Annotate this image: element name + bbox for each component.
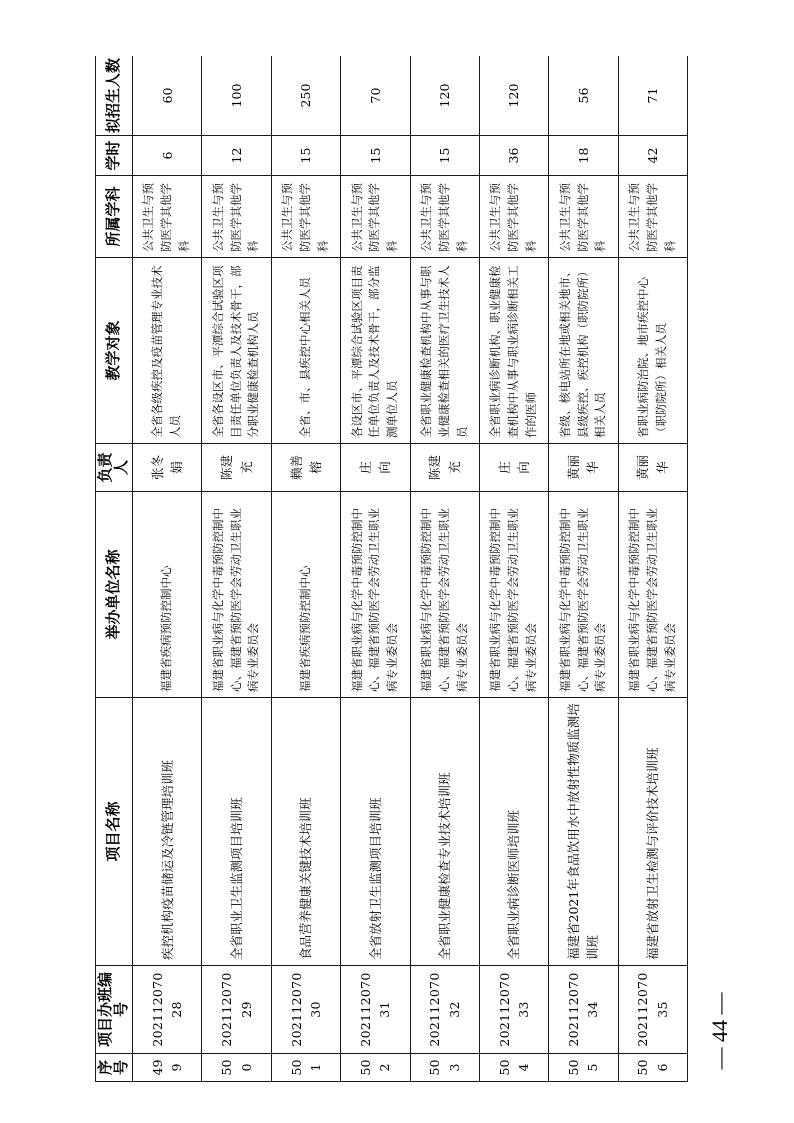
- cell-code: 20211207031: [341, 966, 410, 1054]
- header-code: 项目办班编号: [96, 966, 133, 1054]
- table-row: [202, 56, 271, 1082]
- cell-target: 全省各级疾控及疫苗管理专业技术人员: [133, 258, 202, 444]
- cell-name: 疾控机构疫苗储运及冷链管理培训班: [133, 698, 202, 966]
- table-row: [479, 56, 548, 1082]
- cell-resp: 黄丽华: [549, 444, 618, 492]
- cell-target: 各设区市、平潭综合试验区项目责任单位负责人及技术骨干，部分监测单位人员: [341, 258, 410, 444]
- table-row: [271, 56, 340, 1082]
- cell-subject: 公共卫生与预防医学其他学科: [410, 176, 479, 258]
- cell-seq: 504: [479, 1054, 548, 1082]
- cell-count: 250: [271, 56, 340, 136]
- cell-hours: 18: [549, 136, 618, 176]
- project-table: [95, 56, 688, 1082]
- cell-subject: 公共卫生与预防医学其他学科: [202, 176, 271, 258]
- cell-code: 20211207033: [479, 966, 548, 1054]
- cell-org: 福建省职业病与化学中毒预防控制中心、福建省预防医学会劳动卫生职业病专业委员会: [410, 492, 479, 698]
- cell-code: 20211207032: [410, 966, 479, 1054]
- cell-name: 食品营养健康关键技术培训班: [271, 698, 340, 966]
- cell-name: 全省职业病诊断医师培训班: [479, 698, 548, 966]
- cell-subject: 公共卫生与预防医学其他学科: [133, 176, 202, 258]
- cell-resp: 赖善榕: [271, 444, 340, 492]
- table-viewport: [95, 56, 688, 1082]
- cell-count: 60: [133, 56, 202, 136]
- cell-name: 福建省放射卫生检测与评价技术培训班: [618, 698, 687, 966]
- cell-subject: 公共卫生与预防医学其他学科: [549, 176, 618, 258]
- cell-code: 20211207030: [271, 966, 340, 1054]
- cell-count: 70: [341, 56, 410, 136]
- cell-code: 20211207029: [202, 966, 271, 1054]
- header-hours: 学时: [96, 136, 133, 176]
- header-seq: 序号: [96, 1054, 133, 1082]
- cell-name: 全省职业卫生监测项目培训班: [202, 698, 271, 966]
- cell-org: 福建省疾病预防控制中心: [133, 492, 202, 698]
- cell-target: 省级、核电站所在地或相关地市、县级疾控、疾控机构（职防院所）相关人员: [549, 258, 618, 444]
- cell-name: 全省放射卫生监测项目培训班: [341, 698, 410, 966]
- cell-hours: 6: [133, 136, 202, 176]
- table-row: [618, 56, 687, 1082]
- cell-resp: 庄 向: [479, 444, 548, 492]
- cell-count: 56: [549, 56, 618, 136]
- cell-seq: 506: [618, 1054, 687, 1082]
- header-resp: 负责人: [96, 444, 133, 492]
- cell-org: 福建省职业病与化学中毒预防控制中心、福建省预防医学会劳动卫生职业病专业委员会: [202, 492, 271, 698]
- cell-code: 20211207028: [133, 966, 202, 1054]
- cell-subject: 公共卫生与预防医学其他学科: [271, 176, 340, 258]
- cell-code: 20211207034: [549, 966, 618, 1054]
- cell-hours: 42: [618, 136, 687, 176]
- cell-resp: 陈建充: [202, 444, 271, 492]
- cell-org: 福建省职业病与化学中毒预防控制中心、福建省预防医学会劳动卫生职业病专业委员会: [618, 492, 687, 698]
- cell-seq: 499: [133, 1054, 202, 1082]
- cell-resp: 庄 向: [341, 444, 410, 492]
- header-org: 举办单位名称: [96, 492, 133, 698]
- cell-resp: 张冬娟: [133, 444, 202, 492]
- cell-hours: 36: [479, 136, 548, 176]
- cell-seq: 503: [410, 1054, 479, 1082]
- header-count: 拟招生人数: [96, 56, 133, 136]
- cell-subject: 公共卫生与预防医学其他学科: [479, 176, 548, 258]
- header-subject: 所属学科: [96, 176, 133, 258]
- cell-hours: 12: [202, 136, 271, 176]
- cell-subject: 公共卫生与预防医学其他学科: [341, 176, 410, 258]
- cell-org: 福建省职业病与化学中毒预防控制中心、福建省预防医学会劳动卫生职业病专业委员会: [341, 492, 410, 698]
- table-row: [549, 56, 618, 1082]
- cell-name: 福建省2021年食品饮用水中放射性物质监测培训班: [549, 698, 618, 966]
- cell-org: 福建省职业病与化学中毒预防控制中心、福建省预防医学会劳动卫生职业病专业委员会: [479, 492, 548, 698]
- rotated-sheet: [95, 56, 688, 1082]
- table-header-row: [96, 56, 133, 1082]
- cell-org: 福建省职业病与化学中毒预防控制中心、福建省预防医学会劳动卫生职业病专业委员会: [549, 492, 618, 698]
- page-number-text: — 44 —: [707, 992, 732, 1070]
- cell-count: 120: [479, 56, 548, 136]
- cell-resp: 黄丽华: [618, 444, 687, 492]
- cell-seq: 501: [271, 1054, 340, 1082]
- table-row: [133, 56, 202, 1082]
- cell-seq: 500: [202, 1054, 271, 1082]
- cell-org: 福建省疾病预防控制中心: [271, 492, 340, 698]
- header-target: 教学对象: [96, 258, 133, 444]
- cell-resp: 陈建充: [410, 444, 479, 492]
- page-number: [700, 980, 740, 1080]
- table-row: [341, 56, 410, 1082]
- cell-hours: 15: [271, 136, 340, 176]
- cell-hours: 15: [341, 136, 410, 176]
- cell-target: 全省职业病诊断机构、职业健康检查机构中从事与职业病诊断相关工作的医师: [479, 258, 548, 444]
- cell-target: 全省、市、县疾控中心相关人员: [271, 258, 340, 444]
- cell-count: 71: [618, 56, 687, 136]
- cell-target: 全省职业健康检查机构中从事与职业健康检查相关的医疗卫生技术人员: [410, 258, 479, 444]
- header-name: 项目名称: [96, 698, 133, 966]
- cell-target: 省职业病防治院、地市疾控中心（职防院所）相关人员: [618, 258, 687, 444]
- cell-name: 全省职业健康检查专业技术培训班: [410, 698, 479, 966]
- cell-count: 100: [202, 56, 271, 136]
- cell-hours: 15: [410, 136, 479, 176]
- cell-seq: 502: [341, 1054, 410, 1082]
- table-row: [410, 56, 479, 1082]
- cell-seq: 505: [549, 1054, 618, 1082]
- cell-target: 全省各设区市、平潭综合试验区项目责任单位负责人及技术骨干，部分职业健康检查机构人员: [202, 258, 271, 444]
- cell-subject: 公共卫生与预防医学其他学科: [618, 176, 687, 258]
- cell-count: 120: [410, 56, 479, 136]
- cell-code: 20211207035: [618, 966, 687, 1054]
